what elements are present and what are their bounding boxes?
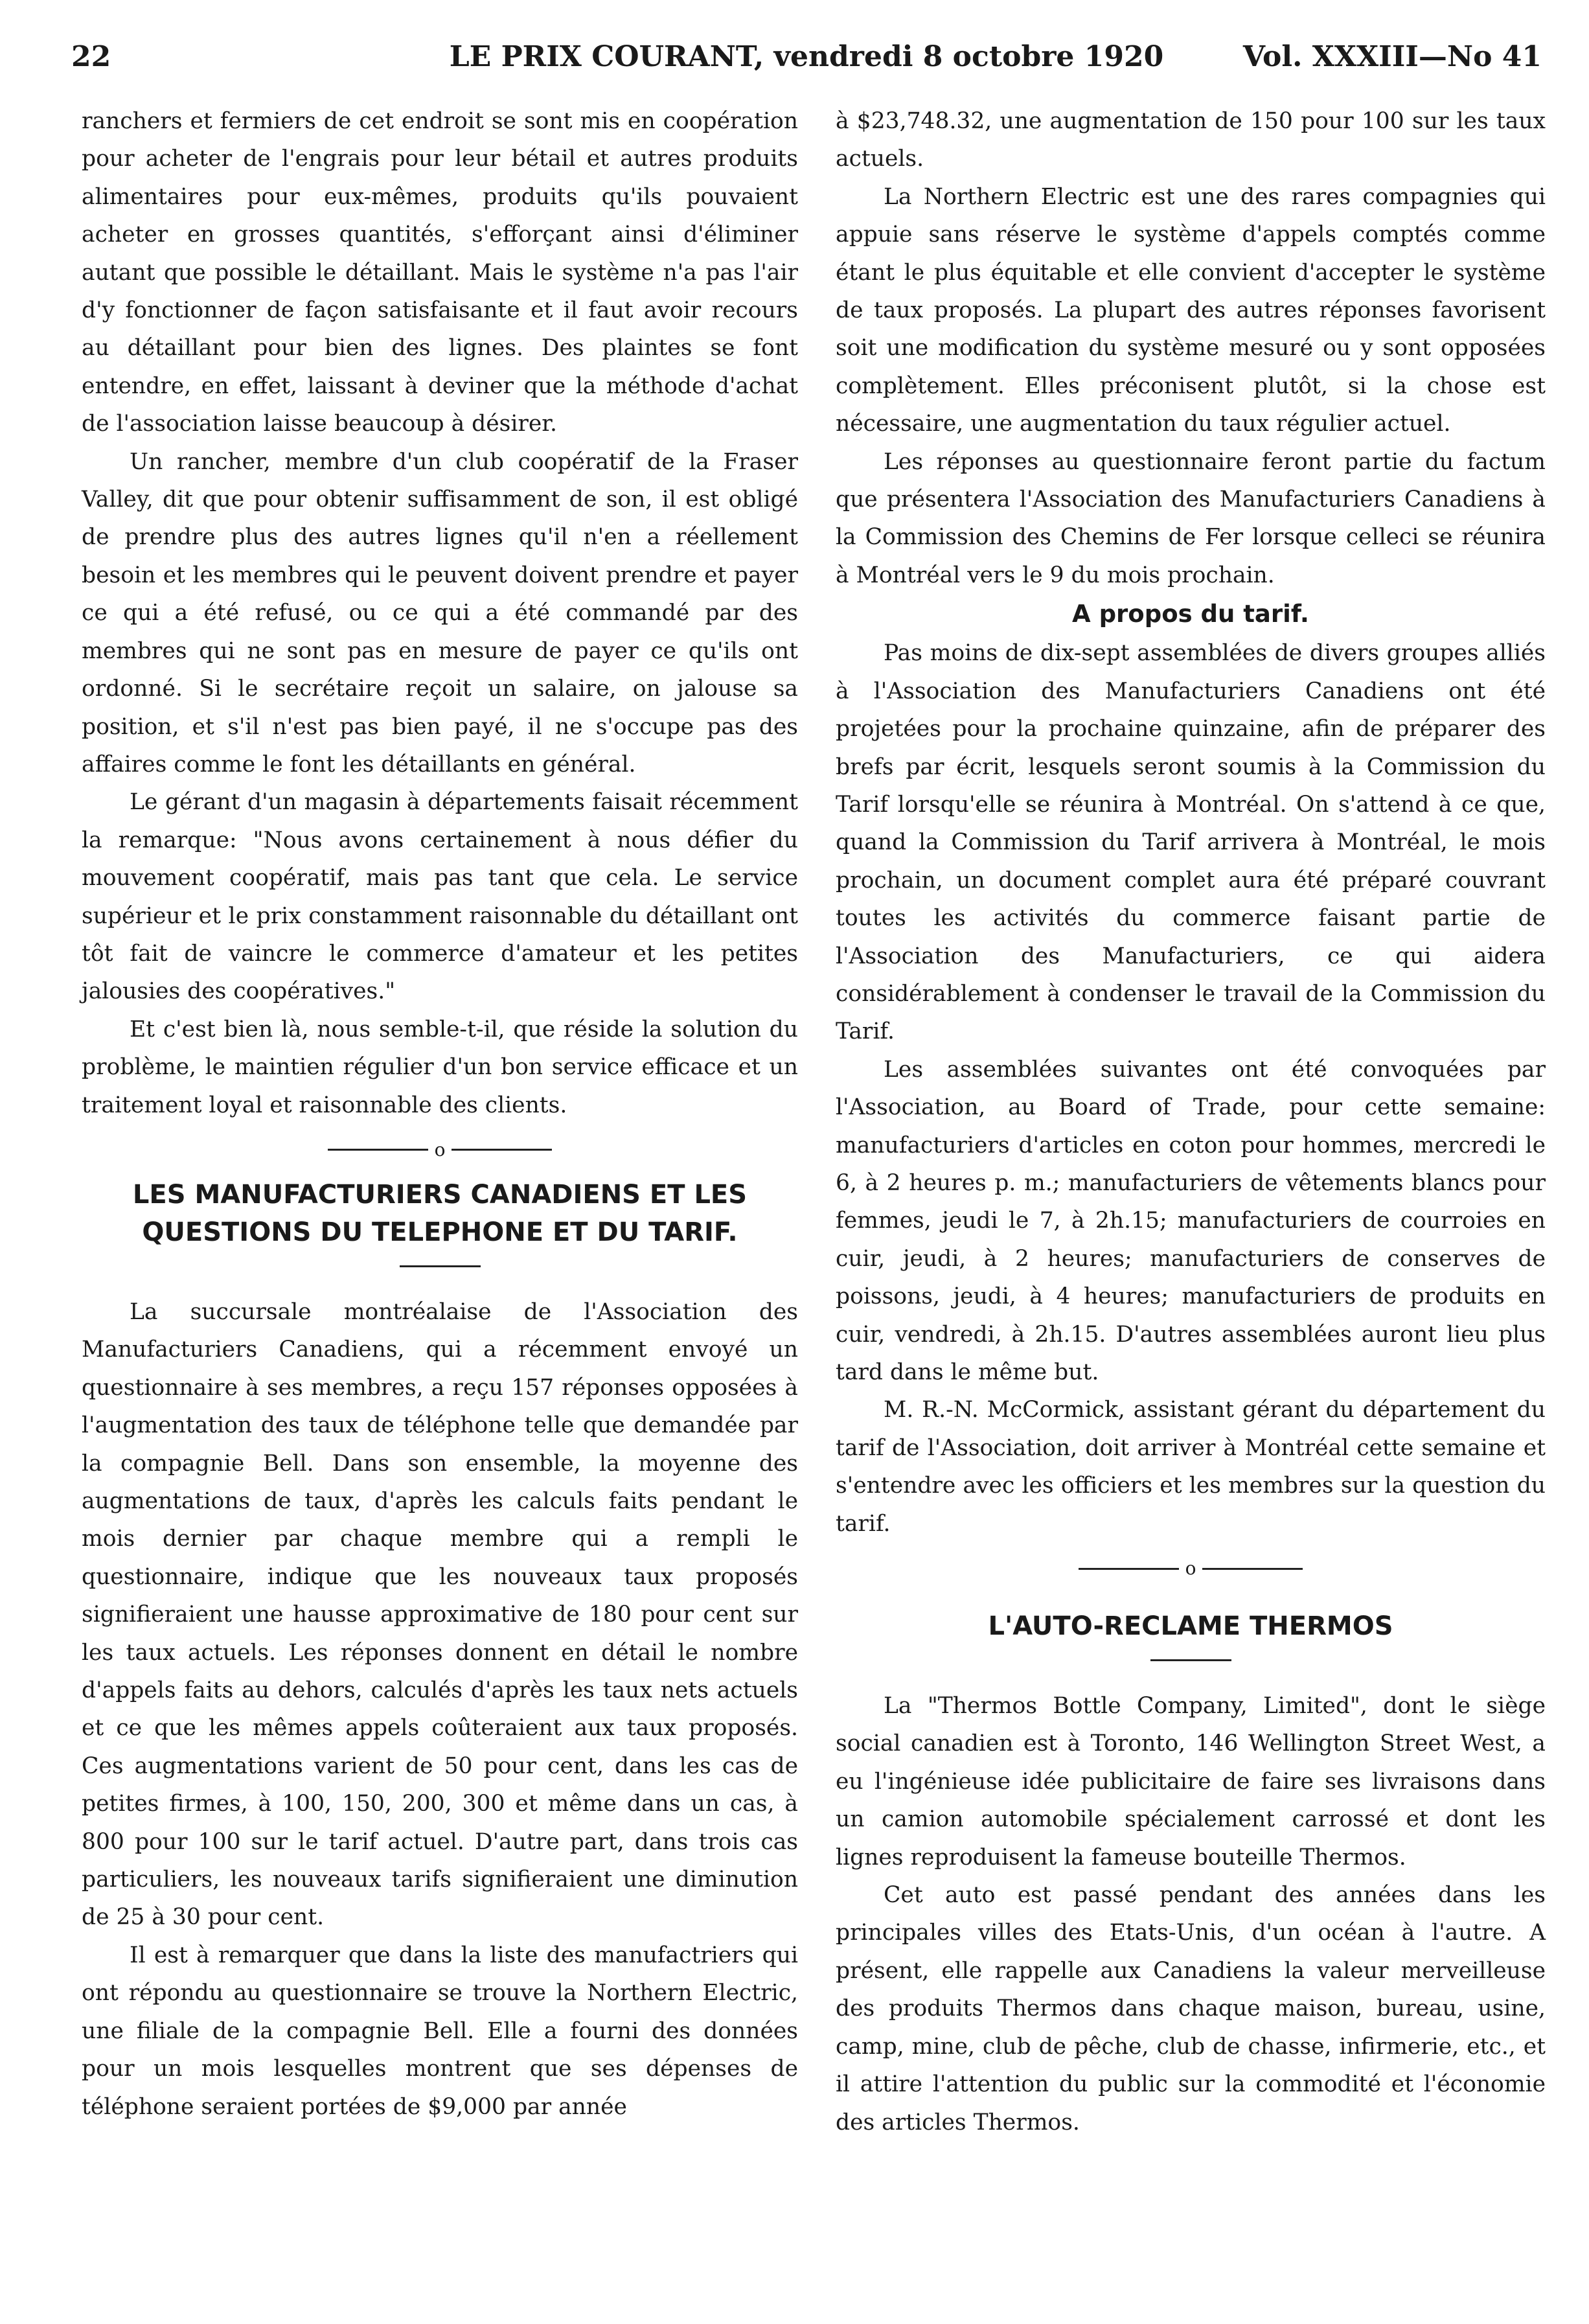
- paragraph: La Northern Electric est une des rares compagnies qui appuie sans réserve le système d'appels comptés comme étant le plus équitable et elle convient d'accepter le système de taux proposés. La plupart des autres réponses favorisent soit une modification du système mesuré ou y sont opposées complètement. Elles préconisent plutôt, si la chose est nécessaire, une augmentation du taux régulier actuel.: [836, 183, 1546, 437]
- section-separator: [82, 1124, 798, 1176]
- paragraph: à $23,748.32, une augmentation de 150 pour 100 sur les taux actuels.: [836, 108, 1546, 172]
- separator-line: [1079, 1568, 1179, 1570]
- headline-rule: [400, 1265, 481, 1267]
- article-headline: L'AUTO-RECLAME THERMOS: [988, 1611, 1393, 1642]
- paragraph: Pas moins de dix-sept assemblées de divers groupes alliés à l'Association des Manufacturiers Canadiens ont été projetées pour la prochaine quinzaine, afin de préparer des brefs par écrit, lesquels seront soumis à la Commission du Tarif lorsqu'elle se réunira à Montréal. On s'attend à ce que, quand la Commission du Tarif arrivera à Montréal, le mois prochain, un document complet aura été préparé couvrant toutes les activités du commerce faisant partie de l'Association des Manufacturiers, ce qui aidera considérablement à condenser le travail de la Commission du Tarif.: [836, 640, 1546, 1045]
- left-column: [82, 102, 798, 2126]
- paragraph: La succursale montréalaise de l'Association des Manufacturiers Canadiens, qui a récemment envoyé un questionnaire à ses membres, a reçu 157 réponses opposées à l'augmentation des taux de téléphone telle que demandée par la compagnie Bell. Dans son ensemble, la moyenne des augmentations de taux, d'après les calculs faits pendant le mois dernier par chaque membre qui a rempli le questionnaire, indique que les nouveaux taux proposés signifieraient une hausse approximative de 180 pour cent sur les taux actuels. Les réponses donnent en détail le nombre d'appels faits au dehors, calculés d'après les taux nets actuels et ce que les mêmes appels coûteraient aux taux proposés. Ces augmentations varient de 50 pour cent, dans les cas de petites firmes, à 100, 150, 200, 300 et même dans un cas, à 800 pour 100 sur le tarif actuel. D'autre part, dans trois cas particuliers, les nouveaux tarifs signifieraient une diminution de 25 à 30 pour cent.: [82, 1298, 798, 1931]
- right-column: [836, 102, 1546, 2141]
- separator-mark: o: [434, 1138, 446, 1160]
- page-number: 22: [71, 40, 111, 73]
- volume-number: Vol. XXXIII—No 41: [1242, 40, 1542, 73]
- headline-rule: [1150, 1659, 1231, 1661]
- paragraph: M. R.-N. McCormick, assistant gérant du département du tarif de l'Association, doit arriver à Montréal cette semaine et s'entendre avec les officiers et les membres sur la question du tarif.: [836, 1397, 1546, 1537]
- paragraph: La "Thermos Bottle Company, Limited", dont le siège social canadien est à Toronto, 146 Wellington Street West, a eu l'ingénieuse idée publicitaire de faire ses livraisons dans un camion automobile spécialement carrossé et dont les lignes reproduisent la fameuse bouteille Thermos.: [836, 1693, 1546, 1870]
- paragraph: Il est à remarquer que dans la liste des manufactriers qui ont répondu au questionnaire se trouve la Northern Electric, une filiale de la compagnie Bell. Elle a fourni des données pour un mois lesquelles montrent que ses dépenses de téléphone seraient portées de $9,000 par année: [82, 1942, 798, 2120]
- paragraph: Le gérant d'un magasin à départements faisait récemment la remarque: "Nous avons certainement à nous défier du mouvement coopératif, mais pas tant que cela. Le service supérieur et le prix constamment raisonnable du détaillant ont tôt fait de vaincre le commerce d'amateur et les petites jalousies des coopératives.": [82, 789, 798, 1005]
- paragraph: ranchers et fermiers de cet endroit se sont mis en coopération pour acheter de l'engrais pour leur bétail et autres produits alimentaires pour eux-mêmes, produits qu'ils pouvaient acheter en grosses quantités, s'efforçant ainsi d'éliminer autant que possible le détaillant. Mais le système n'a pas l'air d'y fonctionner de façon satisfaisante et il faut avoir recours au détaillant pour bien des lignes. Des plaintes se font entendre, en effet, laissant à deviner que la méthode d'achat de l'association laisse beaucoup à désirer.: [82, 108, 798, 437]
- separator-line: [328, 1149, 428, 1151]
- separator-line: [452, 1149, 552, 1151]
- publication-title: LE PRIX COURANT, vendredi 8 octobre 1920: [449, 40, 1164, 73]
- paragraph: Et c'est bien là, nous semble-t-il, que réside la solution du problème, le maintien régulier d'un bon service efficace et un traitement loyal et raisonnable des clients.: [82, 1016, 798, 1118]
- separator-mark: o: [1185, 1558, 1196, 1580]
- paragraph: Les assemblées suivantes ont été convoquées par l'Association, au Board of Trade, pour cette semaine: manufacturiers d'articles en coton pour hommes, mercredi le 6, à 2 heures p. m.; manufacturiers de vêtements blancs pour femmes, jeudi le 7, à 2h.15; manufacturiers de courroies en cuir, jeudi, à 2 heures; manufacturiers de conserves de poissons, jeudi, à 4 heures; manufacturiers de produits en cuir, vendredi, à 2h.15. D'autres assemblées auront lieu plus tard dans le même but.: [836, 1056, 1546, 1385]
- article-headline-line-1: LES MANUFACTURIERS CANADIENS ET LES: [132, 1179, 748, 1210]
- page-header: [71, 40, 1542, 86]
- section-subheading: A propos du tarif.: [1072, 600, 1309, 628]
- paragraph: Un rancher, membre d'un club coopératif de la Fraser Valley, dit que pour obtenir suffisamment de son, il est obligé de prendre plus des autres lignes qu'il n'en a réellement besoin et les membres qui le peuvent doivent prendre et payer ce qui a été refusé, ou ce qui a été commandé par des membres qui ne sont pas en mesure de payer ce qu'ils ont ordonné. Si le secrétaire reçoit un salaire, on jalouse sa position, et s'il n'est pas bien payé, il ne s'occupe pas des affaires comme le font les détaillants en général.: [82, 448, 798, 777]
- separator-line: [1202, 1568, 1303, 1570]
- paragraph: Les réponses au questionnaire feront partie du factum que présentera l'Association des Manufacturiers Canadiens à la Commission des Chemins de Fer lorsque celleci se réunira à Montréal vers le 9 du mois prochain.: [836, 448, 1546, 588]
- article-headline-line-2: QUESTIONS DU TELEPHONE ET DU TARIF.: [142, 1217, 738, 1247]
- paragraph: Cet auto est passé pendant des années dans les principales villes des Etats-Unis, d'un océan à l'autre. A présent, elle rappelle aux Canadiens la valeur merveilleuse des produits Thermos dans chaque maison, bureau, usine, camp, mine, club de pêche, club de chasse, infirmerie, etc., et il attire l'attention du public sur la commodité et l'économie des articles Thermos.: [836, 1882, 1546, 2135]
- section-separator: [836, 1543, 1546, 1594]
